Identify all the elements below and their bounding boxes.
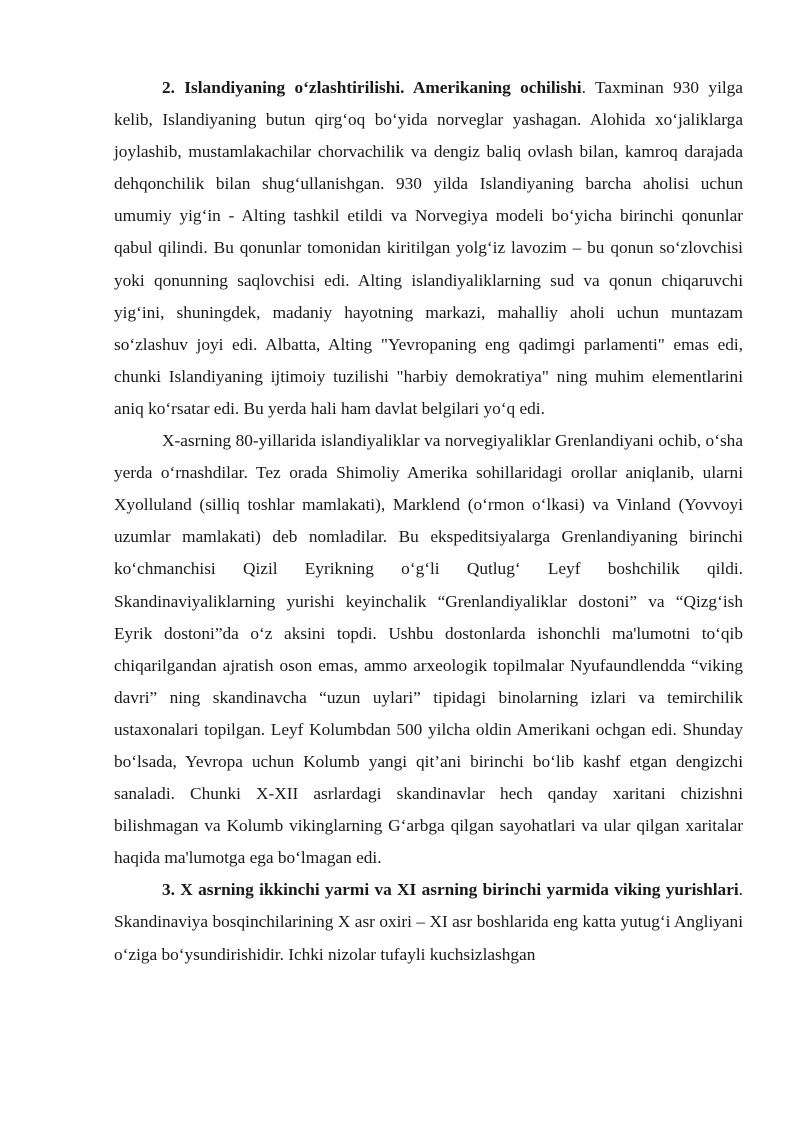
paragraph-body: . Skandinaviya bosqinchilarining X asr oxiri – XI asr boshlarida eng katta yutug‘i Angliyani o‘ziga bo‘ysundirishidir. Ichki nizolar tufayli kuchsizlashgan <box>114 880 743 964</box>
paragraph-greenland-america <box>114 425 743 874</box>
paragraph-body: X-asrning 80-yillarida islandiyaliklar va norvegiyaliklar Grenlandiyani ochib, o‘sha yerda o‘rnashdilar. Tez orada Shimoliy Amerika sohillaridagi orollar aniqlanib, ularni Xyolluland (silliq toshlar mamlakati), Marklend (o‘rmon o‘lkasi) va Vinland (Yovvoyi uzumlar mamlakati) deb nomladilar. Bu ekspeditsiyalarga Grenlandiyaning birinchi ko‘chmanchisi Qizil Eyrikning o‘g‘li Qutlug‘ Leyf boshchilik qildi. Skandinaviyaliklarning yurishi keyinchalik “Grenlandiyaliklar dostoni” va “Qizg‘ish Eyrik dostoni”da o‘z aksini topdi. Ushbu dostonlarda ishonchli ma'lumotni to‘qib chiqarilgandan ajratish oson emas, ammo arxeologik topilmalar Nyufaundlendda “viking davri” ning skandinavcha “uzun uylari” tipidagi binolarning izlari va temirchilik ustaxonalari topilgan. Leyf Kolumbdan 500 yilcha oldin Amerikani ochgan edi. Shunday bo‘lsada, Yevropa uchun Kolumb yangi qit’ani birinchi bo‘lib kashf etgan dengizchi sanaladi. Chunki X-XII asrlardagi skandinavlar hech qanday xaritani chizishni bilishmagan va Kolumb vikinglarning G‘arbga qilgan sayohatlari va ular qilgan xaritalar haqida ma'lumotga ega bo‘lmagan edi. <box>114 431 743 868</box>
paragraph-iceland-settlement <box>114 72 743 425</box>
paragraph-body: . Taxminan 930 yilga kelib, Islandiyaning butun qirg‘oq bo‘yida norveglar yashagan. Alohida xo‘jaliklarga joylashib, mustamlakachilar chorvachilik va dengiz baliq ovlash bilan, kamroq darajada dehqonchilik bilan shug‘ullanishgan. 930 yilda Islandiyaning barcha aholisi uchun umumiy yig‘in - Alting tashkil etildi va Norvegiya modeli bo‘yicha birinchi qonunlar qabul qilindi. Bu qonunlar tomonidan kiritilgan yolg‘iz lavozim – bu qonun so‘zlovchisi yoki qonunning saqlovchisi edi. Alting islandiyaliklarning sud va qonun chiqaruvchi yig‘ini, shuningdek, madaniy hayotning markazi, mahalliy aholi uchun muntazam so‘zlashuv joyi edi. Albatta, Alting "Yevropaning eng qadimgi parlamenti" emas edi, chunki Islandiyaning ijtimoiy tuzilishi "harbiy demokratiya" ning muhim elementlarini aniq ko‘rsatar edi. Bu yerda hali ham davlat belgilari yo‘q edi. <box>114 78 743 418</box>
paragraph-viking-raids <box>114 874 743 970</box>
section-heading-3: 3. X asrning ikkinchi yarmi va XI asrning birinchi yarmida viking yurishlari <box>162 880 739 900</box>
section-heading-2: 2. Islandiyaning o‘zlashtirilishi. Amerikaning ochilishi <box>162 78 582 97</box>
